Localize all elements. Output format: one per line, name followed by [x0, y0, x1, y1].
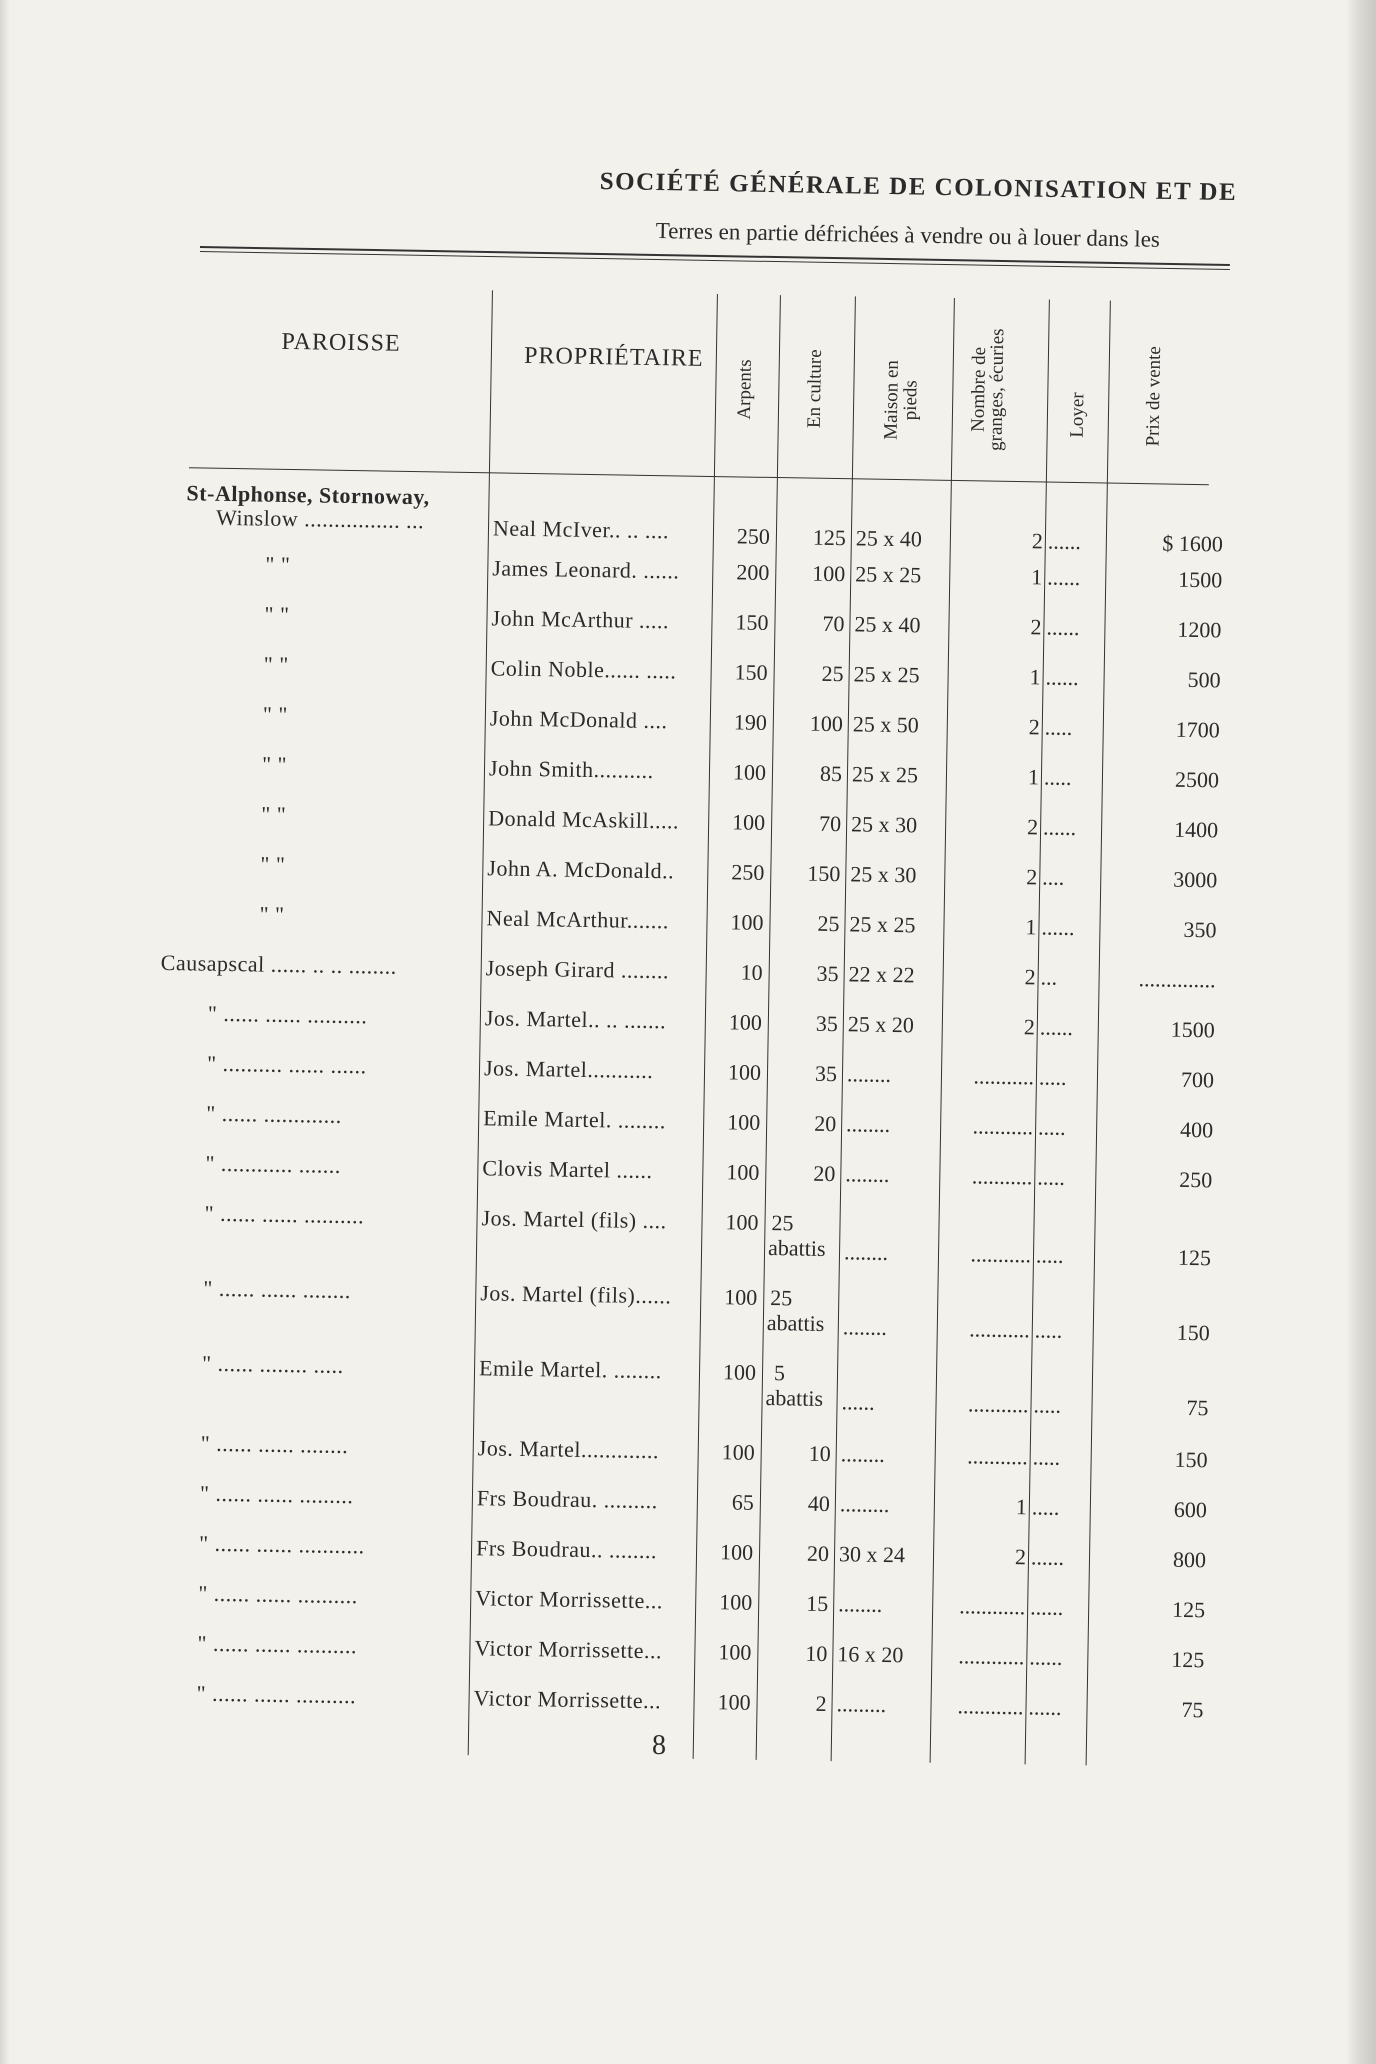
- land-table: [147, 285, 1231, 1782]
- cell-paroisse: " ...... .............: [206, 1100, 342, 1128]
- cell-culture: 20: [806, 1540, 830, 1567]
- cell-maison: .........: [839, 1491, 890, 1518]
- cell-maison: 22 x 22: [848, 961, 915, 988]
- cell-proprietaire: Jos. Martel (fils)......: [480, 1280, 672, 1309]
- cell-culture: 10: [805, 1640, 828, 1667]
- cell-proprietaire: Joseph Girard ........: [485, 955, 670, 984]
- cell-granges: 2: [1024, 964, 1036, 990]
- cell-paroisse: " ": [261, 751, 288, 777]
- cell-maison: .........: [836, 1691, 887, 1718]
- cell-prix: 125: [1171, 1646, 1205, 1673]
- cell-arpents: 100: [726, 1159, 760, 1185]
- cell-prix: 150: [1176, 1319, 1210, 1346]
- cell-arpents: 100: [722, 1359, 757, 1385]
- cell-paroisse: " ...... ...... ..........: [207, 1000, 368, 1029]
- cell-granges: ...........: [971, 1163, 1033, 1190]
- cell-culture: 20: [813, 1160, 836, 1187]
- cell-loyer: .....: [1033, 1392, 1062, 1418]
- cell-prix: 1400: [1173, 816, 1219, 843]
- column-header-paroisse: PAROISSE: [281, 328, 401, 357]
- cell-granges: ............: [959, 1593, 1026, 1620]
- cell-arpents: 100: [727, 1059, 762, 1085]
- cell-culture: 70: [822, 610, 845, 637]
- cell-loyer: ......: [1047, 528, 1082, 555]
- cell-granges: 1: [1025, 914, 1037, 940]
- cell-maison: 25 x 25: [853, 661, 920, 688]
- cell-arpents: 190: [733, 709, 768, 735]
- cell-maison: ........: [843, 1239, 889, 1266]
- cell-maison: 25 x 20: [847, 1011, 915, 1038]
- cell-prix: 75: [1186, 1394, 1209, 1421]
- cell-prix: $ 1600: [1162, 530, 1224, 557]
- cell-granges: 1: [1029, 664, 1041, 690]
- cell-proprietaire: Frs Boudrau. .........: [476, 1485, 659, 1514]
- cell-proprietaire: Donald McAskill.....: [488, 805, 680, 834]
- cell-paroisse: " ...... ...... .........: [199, 1480, 354, 1509]
- cell-proprietaire: Frs Boudrau.. ........: [475, 1535, 658, 1564]
- cell-loyer: ......: [1028, 1694, 1062, 1720]
- cell-loyer: .....: [1044, 714, 1073, 740]
- cell-proprietaire: Emile Martel. ........: [478, 1355, 662, 1384]
- cell-prix: 250: [1179, 1166, 1213, 1193]
- cell-maison: ........: [845, 1111, 891, 1138]
- cell-culture: 5: [773, 1360, 786, 1386]
- page-right-edge: [1346, 0, 1376, 2064]
- cell-paroisse: " ...... ...... ...........: [198, 1530, 365, 1559]
- cell-granges: ...........: [969, 1316, 1031, 1343]
- cell-paroisse: " ...... ...... ..........: [204, 1200, 365, 1229]
- cell-maison: 25 x 50: [852, 711, 920, 738]
- cell-proprietaire: James Leonard. ......: [492, 555, 680, 584]
- cell-loyer: ...: [1040, 964, 1058, 990]
- cell-loyer: ......: [1029, 1644, 1063, 1670]
- cell-proprietaire: Clovis Martel ......: [482, 1155, 653, 1184]
- cell-proprietaire: Jos. Martel.. .. .......: [484, 1005, 667, 1034]
- cell-prix: 1200: [1177, 616, 1222, 643]
- cell-proprietaire: Jos. Martel (fils) ....: [481, 1205, 667, 1234]
- column-header-en-culture: En culture: [803, 349, 827, 429]
- cell-loyer: .....: [1038, 1064, 1067, 1090]
- cell-prix: 1500: [1178, 566, 1223, 593]
- cell-maison: 25 x 30: [850, 811, 918, 838]
- cell-granges: 2: [1014, 1544, 1027, 1570]
- cell-paroisse: " ": [261, 801, 287, 827]
- cell-paroisse: " ...... ...... ..........: [196, 1680, 357, 1709]
- cell-proprietaire: Jos. Martel...........: [483, 1055, 654, 1084]
- cell-granges: 2: [1030, 614, 1042, 640]
- cell-maison: ........: [838, 1591, 883, 1617]
- cell-culture: 85: [819, 760, 843, 787]
- cell-maison: 25 x 30: [850, 861, 917, 888]
- cell-culture: 25: [821, 660, 844, 687]
- cell-culture: 10: [808, 1440, 831, 1467]
- cell-culture: 15: [806, 1590, 829, 1617]
- cell-arpents: 250: [731, 859, 765, 885]
- cell-loyer: ......: [1039, 1014, 1074, 1041]
- cell-arpents: 150: [734, 659, 768, 685]
- cell-loyer: .....: [1037, 1114, 1066, 1140]
- cell-granges: ...........: [970, 1241, 1032, 1268]
- cell-paroisse: " .......... ...... ......: [206, 1050, 367, 1079]
- cell-paroisse: " ...... ...... ........: [203, 1275, 352, 1304]
- cell-culture: 25: [771, 1210, 794, 1236]
- cell-prix: 125: [1171, 1596, 1206, 1623]
- column-header-granges: Nombre de granges, écuries: [967, 328, 1009, 452]
- cell-arpents: 100: [718, 1639, 752, 1665]
- cell-paroisse: " ": [259, 901, 285, 927]
- cell-proprietaire: Colin Noble...... .....: [490, 655, 677, 684]
- cell-loyer: ....: [1042, 864, 1065, 890]
- cell-paroisse: " ...... ........ .....: [201, 1350, 344, 1378]
- cell-maison: ........: [842, 1314, 888, 1340]
- cell-loyer: .....: [1034, 1317, 1063, 1343]
- page-subtitle: Terres en partie défrichées à vendre ou à louer dans les: [655, 218, 1161, 252]
- cell-granges: 2: [1026, 864, 1038, 890]
- cell-loyer: .....: [1032, 1444, 1061, 1470]
- cell-paroisse-cont: Winslow ................ ...: [215, 504, 425, 534]
- cell-culture: 40: [807, 1490, 831, 1517]
- cell-proprietaire: Neal McIver.. .. ....: [492, 515, 670, 544]
- cell-culture-note: abattis: [766, 1310, 825, 1336]
- cell-loyer: ......: [1029, 1594, 1064, 1620]
- cell-culture: 100: [809, 710, 844, 737]
- cell-maison: 25 x 40: [855, 525, 923, 552]
- cell-maison: ........: [846, 1061, 892, 1088]
- cell-granges: ...........: [966, 1443, 1028, 1470]
- cell-arpents: 150: [735, 609, 769, 635]
- cell-prix: 2500: [1174, 766, 1220, 793]
- cell-arpents: 250: [736, 523, 771, 549]
- cell-prix: 1700: [1175, 716, 1220, 743]
- cell-culture-note: abattis: [765, 1384, 824, 1411]
- cell-prix: 3000: [1173, 866, 1218, 893]
- cell-culture: 2: [815, 1690, 827, 1717]
- cell-granges: 2: [1028, 714, 1040, 740]
- column-header-prix: Prix de vente: [1142, 346, 1166, 447]
- cell-proprietaire: John Smith..........: [488, 755, 654, 784]
- cell-loyer: ......: [1042, 814, 1077, 841]
- cell-prix: 125: [1177, 1244, 1212, 1271]
- cell-proprietaire: Victor Morrissette...: [473, 1685, 662, 1714]
- cell-paroisse: " ": [264, 601, 290, 627]
- cell-granges: 2: [1031, 528, 1044, 554]
- cell-proprietaire: John A. McDonald..: [487, 855, 675, 884]
- cell-culture-note: abattis: [767, 1235, 826, 1261]
- cell-paroisse: " ...... ...... ..........: [198, 1580, 358, 1609]
- cell-prix: ..............: [1138, 966, 1216, 993]
- cell-culture: 35: [815, 1010, 839, 1037]
- cell-paroisse: " ............ .......: [205, 1150, 342, 1178]
- cell-culture: 35: [816, 960, 839, 987]
- cell-granges: 2: [1026, 814, 1039, 840]
- cell-proprietaire: John McArthur .....: [491, 605, 670, 634]
- cell-granges: ...........: [967, 1391, 1029, 1418]
- cell-maison: ........: [840, 1441, 885, 1467]
- cell-maison: 25 x 40: [854, 611, 921, 638]
- cell-arpents: 100: [724, 1284, 758, 1310]
- cell-loyer: ......: [1045, 664, 1079, 691]
- cell-loyer: .....: [1035, 1242, 1064, 1268]
- cell-arpents: 100: [726, 1109, 761, 1135]
- cell-arpents: 65: [731, 1489, 755, 1515]
- cell-prix: 350: [1183, 916, 1217, 943]
- cell-arpents: 100: [731, 809, 766, 835]
- cell-culture: 70: [818, 810, 842, 837]
- cell-maison: ........: [845, 1161, 890, 1188]
- column-header-arpents: Arpents: [733, 359, 756, 420]
- cell-arpents: 10: [740, 959, 763, 985]
- cell-arpents: 100: [732, 759, 767, 785]
- cell-prix: 400: [1179, 1116, 1214, 1143]
- cell-paroisse: " ": [265, 551, 291, 577]
- cell-loyer: ......: [1030, 1544, 1065, 1570]
- cell-culture: 25: [770, 1285, 793, 1311]
- cell-prix: 75: [1181, 1696, 1204, 1723]
- cell-loyer: .....: [1043, 764, 1072, 790]
- cell-granges: 1: [1027, 764, 1040, 790]
- cell-prix: 600: [1173, 1496, 1208, 1523]
- cell-maison: 25 x 25: [849, 911, 916, 938]
- cell-maison: ......: [841, 1389, 875, 1415]
- cell-culture: 100: [812, 560, 846, 587]
- cell-prix: 1500: [1170, 1016, 1216, 1043]
- cell-granges: 1: [1015, 1494, 1028, 1520]
- cell-paroisse: " ": [262, 701, 289, 727]
- cell-proprietaire: Victor Morrissette...: [474, 1635, 663, 1664]
- cell-arpents: 100: [717, 1689, 751, 1715]
- cell-loyer: .....: [1031, 1494, 1060, 1520]
- cell-prix: 150: [1174, 1446, 1208, 1473]
- cell-loyer: ......: [1047, 564, 1081, 591]
- cell-granges: 2: [1023, 1014, 1036, 1040]
- cell-culture: 125: [812, 524, 847, 551]
- cell-paroisse: " ": [263, 651, 289, 677]
- page-left-edge: [0, 0, 10, 2064]
- cell-arpents: 100: [719, 1539, 754, 1565]
- page-number: 8: [652, 1730, 666, 1761]
- cell-paroisse: St-Alphonse, Stornoway,: [186, 480, 430, 510]
- cell-maison: 16 x 20: [837, 1641, 904, 1668]
- cell-paroisse: " ...... ...... ........: [200, 1430, 349, 1459]
- cell-culture: 150: [807, 860, 841, 887]
- cell-culture: 20: [813, 1110, 837, 1137]
- cell-granges: ...........: [973, 1063, 1035, 1090]
- cell-loyer: .....: [1037, 1164, 1066, 1190]
- cell-proprietaire: Victor Morrissette...: [475, 1585, 664, 1614]
- cell-culture: 35: [814, 1060, 838, 1087]
- cell-proprietaire: John McDonald ....: [489, 705, 668, 734]
- cell-granges: ...........: [972, 1113, 1034, 1140]
- cell-granges: 1: [1031, 564, 1043, 590]
- cell-proprietaire: Neal McArthur.......: [486, 905, 670, 934]
- cell-proprietaire: Jos. Martel.............: [477, 1435, 660, 1464]
- cell-prix: 700: [1180, 1066, 1215, 1093]
- cell-maison: 25 x 25: [851, 761, 919, 788]
- page-title: SOCIÉTÉ GÉNÉRALE DE COLONISATION ET DE: [599, 168, 1238, 207]
- cell-maison: 25 x 25: [855, 561, 922, 588]
- cell-maison: 30 x 24: [838, 1541, 906, 1568]
- cell-granges: ............: [957, 1693, 1024, 1720]
- cell-loyer: ......: [1041, 914, 1075, 941]
- cell-culture: 25: [817, 910, 840, 937]
- cell-arpents: 100: [721, 1439, 755, 1465]
- cell-arpents: 100: [730, 909, 764, 935]
- cell-granges: ............: [958, 1643, 1025, 1670]
- cell-loyer: ......: [1046, 614, 1080, 641]
- cell-arpents: 200: [736, 559, 770, 585]
- cell-prix: 800: [1172, 1546, 1207, 1573]
- cell-arpents: 100: [728, 1009, 763, 1035]
- cell-prix: 500: [1187, 666, 1221, 693]
- column-header-loyer: Loyer: [1066, 392, 1089, 438]
- cell-proprietaire: Emile Martel. ........: [483, 1105, 667, 1134]
- column-header-proprietaire: PROPRIÉTAIRE: [523, 342, 704, 372]
- column-header-maison: Maison en pieds: [880, 359, 922, 440]
- cell-paroisse: Causapscal ...... .. .. ........: [160, 949, 397, 979]
- cell-paroisse: " ...... ...... ..........: [197, 1630, 358, 1659]
- cell-arpents: 100: [725, 1209, 759, 1235]
- cell-paroisse: " ": [260, 851, 286, 877]
- cell-arpents: 100: [719, 1589, 753, 1615]
